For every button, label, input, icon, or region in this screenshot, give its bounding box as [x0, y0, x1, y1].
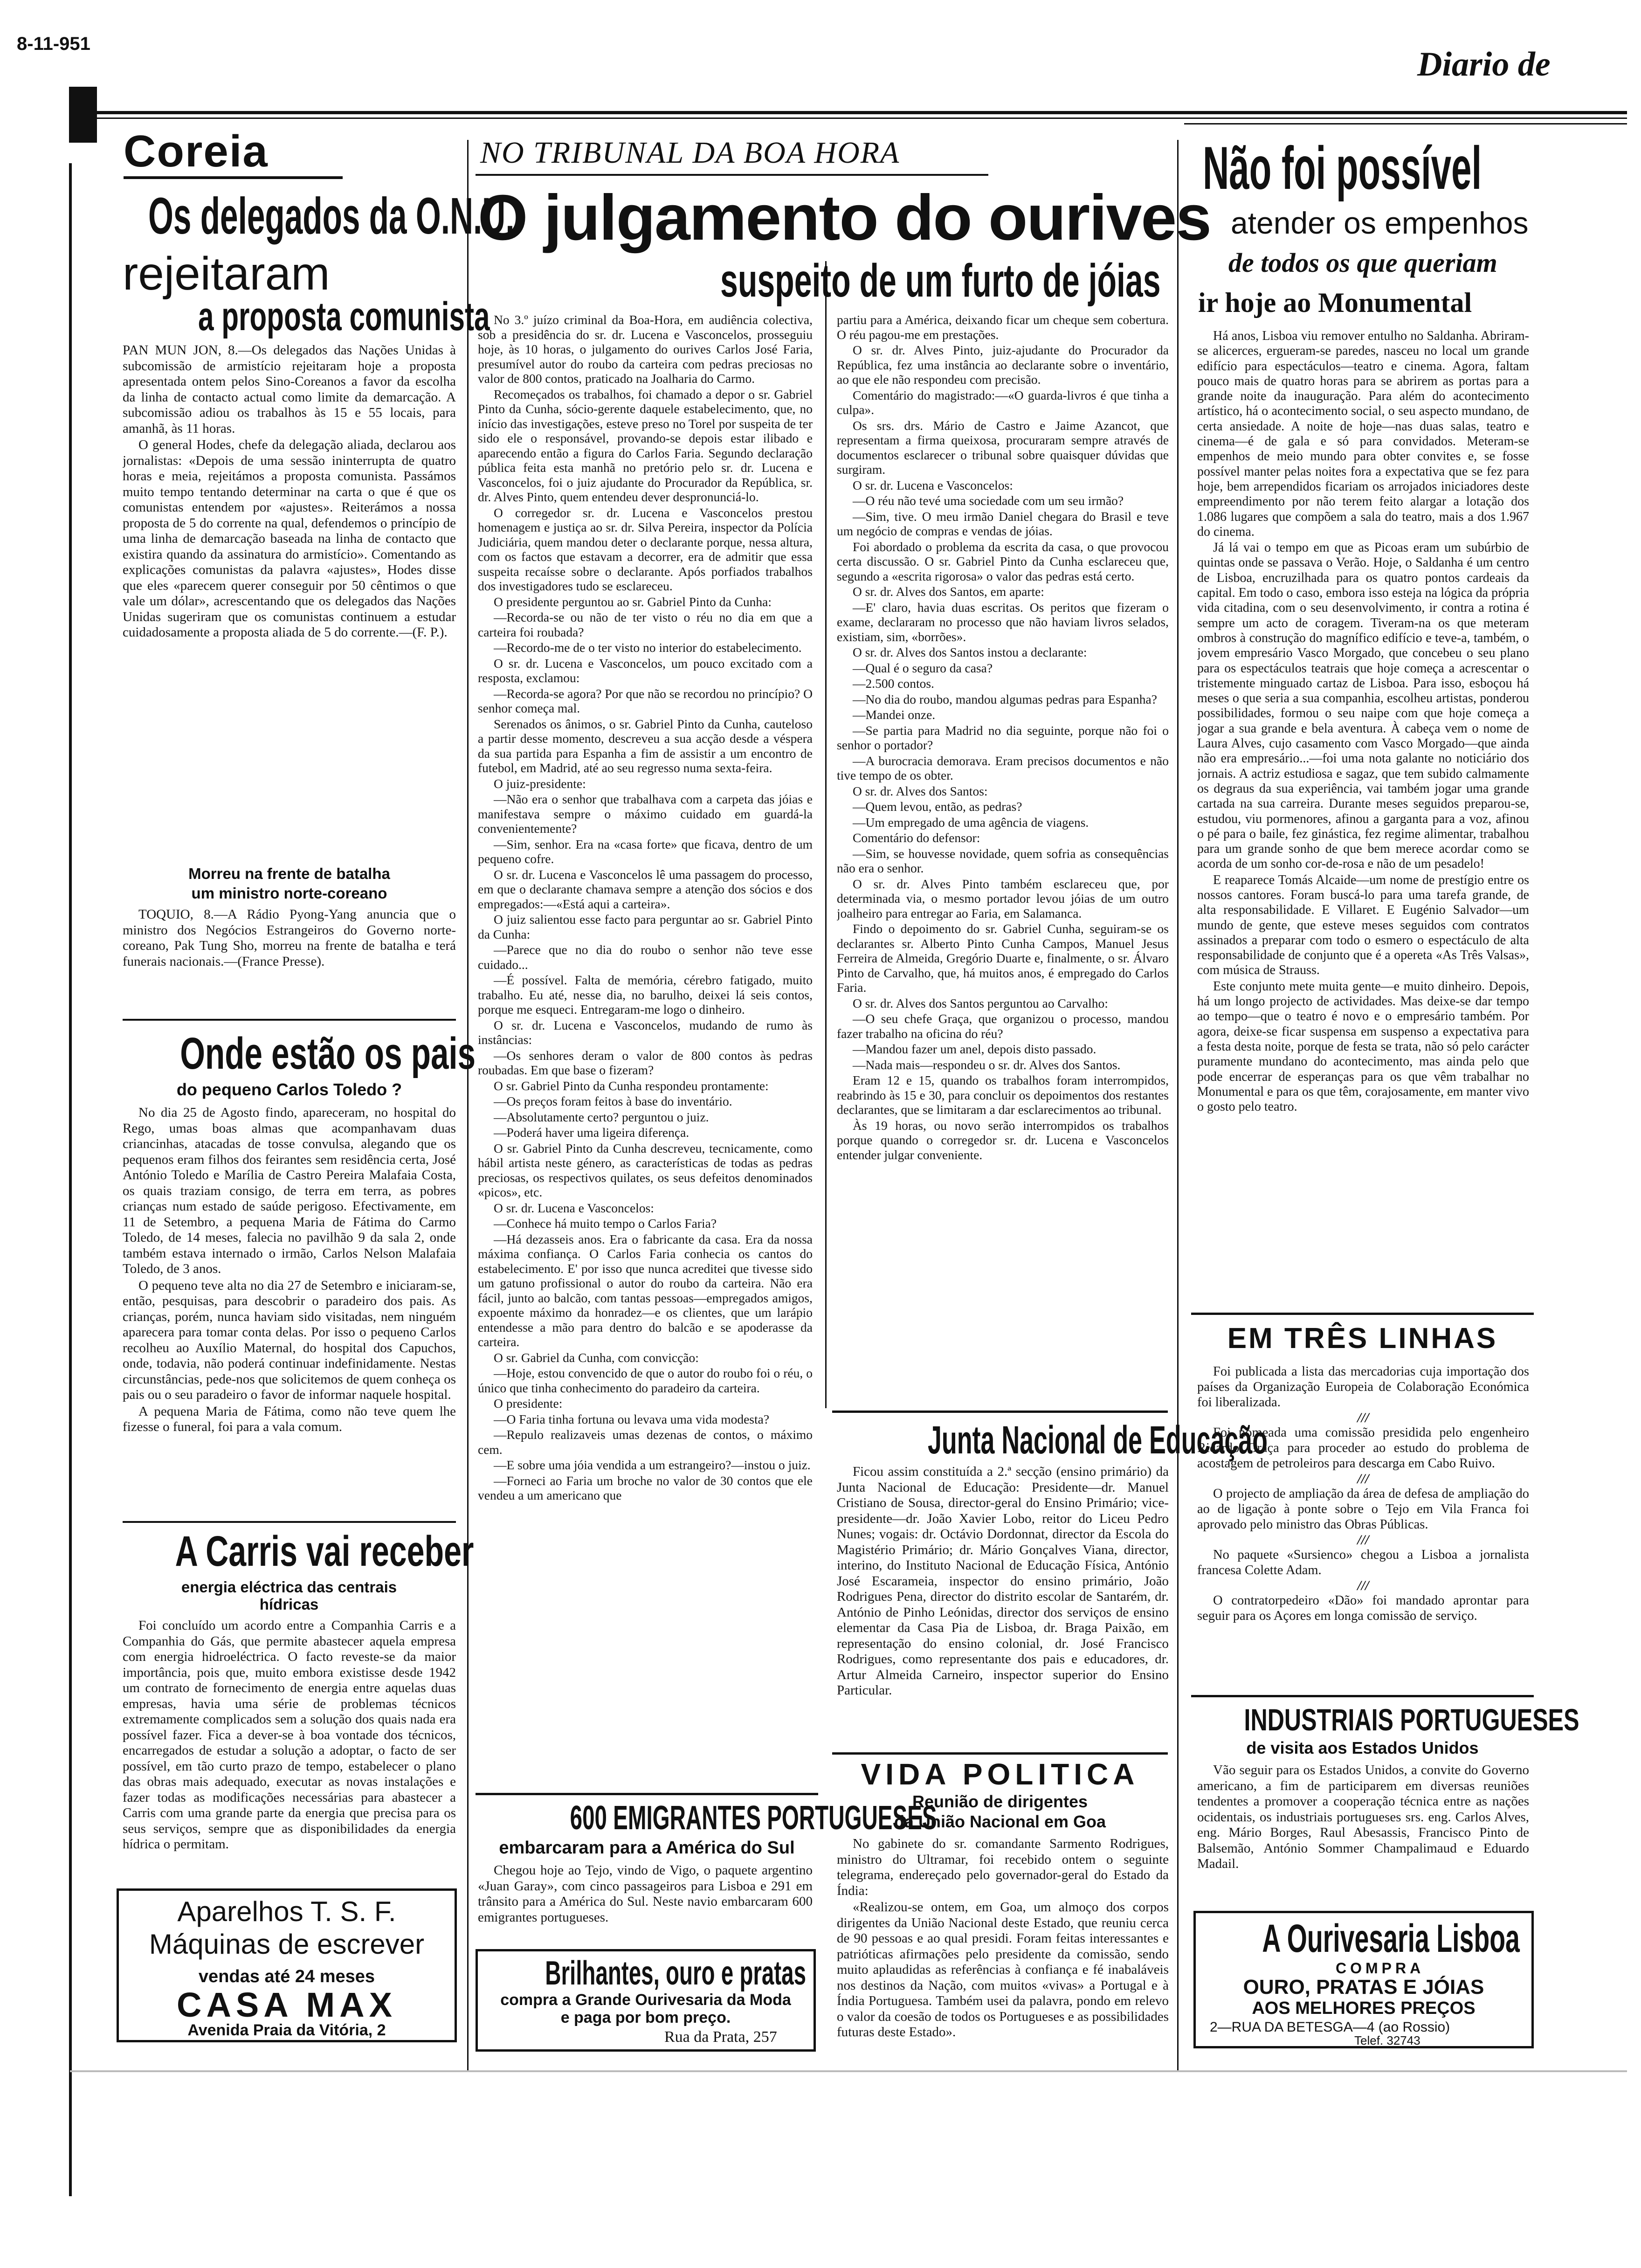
- vida-politica-sub-1: Reunião de dirigentes: [912, 1792, 1088, 1811]
- vida-politica-headline: VIDA POLITICA: [861, 1757, 1139, 1791]
- monumental-paragraph: Este conjunto mete muita gente—e muito dinheiro. Depois, há um longo projecto de actividades. Mas deixe-se dar tempo ao tempo—que o teatro é novo e o empresário também. Por agora, deixe-se ficar suspensa em suspenso a expectativa para a festa desta noite, porque de festa se trata, não só pelo carácter puramente mundano do acontecimento, mas ainda pelo que pode encerrar de esperanças para os que vêm trabalhar no Monumental e para os que têm, corajosamente, em manter vivo o gosto pelo teatro.: [1197, 979, 1529, 1114]
- ourives-subheadline-text: suspeito de um furto de jóias: [720, 255, 1161, 307]
- paper-name: Diario de: [1417, 45, 1551, 83]
- section-divider: [476, 1793, 818, 1795]
- ourives-paragraph: —Forneci ao Faria um broche no valor de 30 contos que ele vendeu a um americano que: [478, 1473, 813, 1502]
- pais-headline-text: Onde estão os pais: [180, 1029, 476, 1079]
- ad-line: vendas até 24 meses: [198, 1967, 375, 1986]
- ourives-paragraph: O presidente:: [494, 1396, 563, 1411]
- item-separator: ///: [1357, 1578, 1369, 1593]
- ad-line: [1196, 1916, 1531, 1961]
- ad-line: COMPRA: [1336, 1960, 1425, 1977]
- ad-line: OURO, PRATAS E JÓIAS: [1243, 1976, 1484, 1998]
- tres-linhas-item: No paquete «Sursienco» chegou a Lisboa a jornalista francesa Colette Adam.: [1197, 1548, 1529, 1577]
- ourives-paragraph: Os srs. drs. Mário de Castro e Jaime Azancot, que representam a firma queixosa, procuraram sempre através de documentos esclarecer o tribunal sobre quaisquer dúvidas que surgiram.: [837, 418, 1169, 477]
- industriais-subheadline: de visita aos Estados Unidos: [1246, 1738, 1479, 1757]
- ourives-paragraph: —O réu não tevé uma sociedade com um seu irmão?: [853, 493, 1124, 508]
- carris-headline-text: A Carris vai receber: [175, 1528, 474, 1575]
- ourives-paragraph: O sr. Gabriel Pinto da Cunha respondeu prontamente:: [494, 1078, 769, 1093]
- ourives-paragraph: partiu para a América, deixando ficar um cheque sem cobertura. O réu pagou-me em prestações.: [837, 312, 1169, 342]
- industriais-headline: [1191, 1702, 1579, 1737]
- junta-headline: [832, 1418, 1268, 1463]
- ourives-paragraph: —2.500 contos.: [853, 676, 934, 691]
- ourives-paragraph: —Qual é o seguro da casa?: [853, 660, 993, 675]
- coreia-subheadline-1: Morreu na frente de batalha: [188, 865, 390, 882]
- ourives-paragraph: Às 19 horas, ou novo serão interrompidos os trabalhos porque quando o corregedor sr. dr. Lucena e Vasconcelos entender julgar conveniente.: [837, 1118, 1169, 1162]
- ourives-paragraph: O presidente perguntou ao sr. Gabriel Pinto da Cunha:: [494, 594, 772, 609]
- emigrantes-subheadline: embarcaram para a América do Sul: [499, 1838, 795, 1858]
- ourives-col-1: [478, 312, 813, 1791]
- section-divider: [832, 1752, 1168, 1755]
- monumental-paragraph: E reaparece Tomás Alcaide—um nome de prestígio entre os nossos cantores. Foram buscá-lo para uma tarefa grande, de alta responsabilidade. E Villaret. E Eugénio Salvador—um mundo de gente, que esteve meses seguidos com contratos assinados a preparar com todo o esmero o espectáculo de alta responsabilidade de conjunto que é a opereta «As Três Valsas», com música de Strauss.: [1197, 872, 1529, 978]
- kicker-underline: [476, 174, 988, 176]
- ourives-paragraph: —No dia do roubo, mandou algumas pedras para Espanha?: [853, 691, 1157, 706]
- section-divider: [1191, 1313, 1534, 1315]
- ourives-col-2: [837, 312, 1169, 1404]
- ourives-headline: O julgamento do ourives: [478, 182, 1211, 254]
- pais-subheadline: do pequeno Carlos Toledo ?: [176, 1080, 402, 1099]
- column-divider: [467, 140, 469, 2070]
- ourives-paragraph: O sr. dr. Lucena e Vasconcelos lê uma passagem do processo, em que o declarante chamava sempre a atenção dos sócios e dos empregados:—«Está aqui a carteira».: [478, 867, 813, 911]
- junta-body: [837, 1464, 1169, 1749]
- ad-line: AOS MELHORES PREÇOS: [1252, 1998, 1476, 2018]
- ourives-paragraph: —Recorda-se ou não de ter visto o réu no dia em que a carteira foi roubada?: [478, 610, 813, 639]
- coreia-subheadline-2: um ministro norte-coreano: [191, 885, 387, 902]
- corner-block: [69, 87, 97, 143]
- ad-line: 2—RUA DA BETESGA—4 (ao Rossio): [1210, 2019, 1450, 2035]
- ad-ourivesaria-lisboa: [1193, 1911, 1534, 2048]
- coreia-paragraph: O general Hodes, chefe da delegação aliada, declarou aos jornalistas: «Depois de uma sessão ininterrupta de quatro horas e meia, rejeitámos a proposta comunista. Passámos muito tempo tentando determinar na carta o que é que os comunistas entendem por «ajustes». Reiterámos a nossa proposta de 5 do corrente na qual, defendemos o princípio de uma linha de demarcação baseada na linha de contacto que existira quando da assinatura do armistício». Comentando as explicações comunistas da palavra «ajustes», Hodes disse que eles «parecem querer conseguir por 50 cêntimos o que vale um dólar», acrescentando que os delegados das Nações Unidas sugeriram que os comunistas continuem a estudar cuidadosamente a proposta aliada de 5 do corrente.—(F. P.).: [123, 437, 456, 640]
- ourives-paragraph: O sr. dr. Alves dos Santos instou a declarante:: [853, 645, 1087, 659]
- ourives-paragraph: O corregedor sr. dr. Lucena e Vasconcelos prestou homenagem e justiça ao sr. dr. Silva Pereira, inspector da Polícia Judiciária, quem mandou deter o declarante porque, nessa altura, com os factos que estavam a decorrer, era de admitir que essa suspeita recaísse sobre o declarante. Após porfiados trabalhos dos investigadores tudo se esclareceu.: [478, 505, 813, 593]
- junta-paragraph: Ficou assim constituída a 2.ª secção (ensino primário) da Junta Nacional de Educação: Presidente—dr. Manuel Cristiano de Sousa, director-geral do Ensino Primário; vice-presidente—dr. João Xavier Lobo, reitor do Liceu Pedro Nunes; vogais: dr. Octávio Dordonnat, director da Escola do Magistério Primário; dr. Mário Gonçalves Viana, director, interino, do Instituto Nacional de Educação Física, António José Escarameia, inspector do ensino primário, João Rodrigues Pena, director do distrito escolar de Santarém, dr. António de Pinho Leónidas, director dos serviços de ensino elementar da Casa Pia de Lisboa, dr. Braga Paixão, em representação do ensino colonial, dr. José Francisco Rodrigues, como representante dos pais e educadores, dr. Artur Almeida Carneiro, inspector superior do Ensino Particular.: [837, 1464, 1169, 1698]
- monumental-headline-text: Não foi possível: [1203, 134, 1482, 202]
- ourives-paragraph: —Há dezasseis anos. Era o fabricante da casa. Era da nossa máxima confiança. O Carlos Faria conhecia os cantos do estabelecimento. E' por isso que nunca acreditei que tivesse sido um gatuno profissional o autor do roubo da carteira. Não era fácil, junto ao balcão, com tantas pessoas—empregados amigos, expoente máximo da honradez—e os clientes, que um larápio entendesse a mão para dentro do balcão e se apoderasse da carteira.: [478, 1231, 813, 1349]
- ad-brilhantes: [476, 1949, 816, 2052]
- column-divider: [825, 261, 827, 1408]
- ourives-paragraph: —O Faria tinha fortuna ou levava uma vida modesta?: [494, 1411, 770, 1426]
- monumental-sub-1: atender os empenhos: [1231, 206, 1529, 240]
- coreia-body: [123, 343, 456, 842]
- ad-line: Avenida Praia da Vitória, 2: [187, 2021, 386, 2039]
- ourives-paragraph: —Nada mais—respondeu o sr. dr. Alves dos Santos.: [853, 1057, 1121, 1072]
- tres-linhas-item: Foi publicada a lista das mercadorias cuja importação dos países da Organização Europeia de Colaboração Económica foi liberalizada.: [1197, 1364, 1529, 1410]
- ourives-paragraph: —É possível. Falta de memória, cérebro fatigado, muito trabalho. Eu até, nesse dia, no barulho, deixei lá seis contos, porque me esqueci. Entregaram-me logo o dinheiro.: [478, 973, 813, 1016]
- ourives-paragraph: O juiz-presidente:: [494, 776, 586, 791]
- section-divider: [832, 1411, 1168, 1413]
- ourives-paragraph: —Hoje, estou convencido de que o autor do roubo foi o réu, o único que tinha conhecimento do paradeiro da carteira.: [478, 1366, 813, 1395]
- ourives-paragraph: —O seu chefe Graça, que organizou o processo, mandou fazer trabalho na oficina do réu?: [837, 1011, 1169, 1041]
- ourives-paragraph: Foi abordado o problema da escrita da casa, o que provocou certa discussão. O sr. Gabriel Pinto da Cunha esclareceu que, segundo a «escrita rigorosa» o valor das pedras está certo.: [837, 539, 1169, 583]
- ourives-paragraph: —Mandou fazer um anel, depois disto passado.: [853, 1042, 1096, 1056]
- page-bottom-rule: [70, 2070, 1627, 2072]
- monumental-sub-2: de todos os que queriam: [1228, 248, 1497, 278]
- monumental-body: [1197, 329, 1529, 1303]
- coreia-paragraph: TOQUIO, 8.—A Rádio Pyong-Yang anuncia que o ministro dos Negócios Estrangeiros do Governo norte-coreano, Pak Tung Sho, morreu na frente de batalha e terá funerais nacionais.—(France Presse).: [123, 907, 456, 969]
- ourives-paragraph: —Os senhores deram o valor de 800 contos às pedras roubadas. Em que base o fizeram?: [478, 1048, 813, 1077]
- ourives-paragraph: O sr. Gabriel da Cunha, com convicção:: [494, 1350, 699, 1365]
- ourives-paragraph: —Sim, se houvesse novidade, quem sofria as consequências não era o senhor.: [837, 846, 1169, 875]
- ourives-paragraph: —Quem levou, então, as pedras?: [853, 799, 1022, 814]
- emigrantes-paragraph: Chegou hoje ao Tejo, vindo de Vigo, o paquete argentino «Juan Garay», com cinco passageiros para Lisboa e 291 em trânsito para a América do Sul. Neste navio embarcaram 600 emigrantes portugueses.: [478, 1863, 813, 1925]
- column-divider: [1177, 140, 1179, 2070]
- monumental-paragraph: Já lá vai o tempo em que as Picoas eram um subúrbio de quintas onde se passava o Verão. Hoje, o Saldanha é um centro de Lisboa, encruzilhada para os quatro pontos cardeais da capital. Em todo o caso, embora isso esteja na lógica da própria vida citadina, com o seu desenvolvimento, ir contra a rotina é sempre um acto de coragem. Tiveram-na os que meteram ombros à construção do magnífico edifício e teve-a, também, o jovem empresário Vasco Morgado, que concebeu o seu plano para os espectáculos teatrais que hoje começa a acrescentar o tristemente minguado cartaz de Lisboa. Para isso, esboçou há meses o que seria a sua companhia, escolheu artistas, ponderou possibilidades, formou o seu naipe com que hoje começa a jogar a sua grande e bela aventura. À cabeça vem o nome de Laura Alves, cujo casamento com Vasco Morgado—que ainda não era empresário...—foi uma nota galante no noticiário dos jornais. A actriz estudiosa e sagaz, que tem subido calmamente os degraus da sua experiência, vai também jogar uma grande cartada na sua carreira. Durante meses seguidos preparou-se, estudou, viu pormenores, afinou a garganta para a voz, afinou o pé para o baile, fez ginástica, fez regime alimentar, trabalhou para um grande sonho de que bem merece acordar como se acorda de um sonho cor-de-rosa e não de um pesadelo!: [1197, 540, 1529, 871]
- ourives-paragraph: —Não era o senhor que trabalhava com a carpeta das jóias e manifestava sempre o máximo cuidado em guardá-la convenientemente?: [478, 792, 813, 836]
- ourives-paragraph: Findo o depoimento do sr. Gabriel Cunha, seguiram-se os declarantes sr. Alberto Pinto Cunha Campos, Manuel Jesus Ferreira de Almeida, Gregório Duarte e, finalmente, o sr. Álvaro Pinto de Carvalho, que, há muitos anos, é empregado do Carlos Faria.: [837, 921, 1169, 995]
- carris-paragraph: Foi concluído um acordo entre a Companhia Carris e a Companhia do Gás, que permite abastecer aquela empresa com energia hidroeléctrica. O facto reveste-se da maior importância, pois que, muito embora existisse desde 1942 um contrato de fornecimento de energia entre aquelas duas empresas, havia uma série de problemas técnicos extremamente complicados sem a solução dos quais nada era possível fazer. Fica a dever-se à boa vontade dos técnicos, encarregados de estudar a solução a adoptar, o facto de ser possível, em tão curto prazo de tempo, estabelecer o plano das obras mais adequado, executar as novas instalações e fazer todas as modificações necessárias para abastecer a Carris com uma grande parte da energia que precisa para os seus serviços, sempre que as disponibilidades da energia hídrica o permitam.: [123, 1618, 456, 1852]
- pais-paragraph: No dia 25 de Agosto findo, apareceram, no hospital do Rego, umas boas almas que acompanhavam duas criancinhas, atacadas de tosse convulsa, alegando que os pequenos eram filhos dos feirantes sem residência certa, José António Toledo e Marília de Castro Pereira Malafaia Costa, os quais traziam consigo, de terra em terra, as pobres crianças num estado de saúde perigoso. Efectivamente, em 11 de Setembro, a pequena Maria de Fátima do Carmo Toledo, de 14 meses, falecia no pavilhão 9 da sala 2, onde também estava internado o irmão, Carlos Nelson Malafaia Toledo, de 3 anos.: [123, 1105, 456, 1276]
- ourives-paragraph: O sr. dr. Lucena e Vasconcelos:: [853, 477, 1013, 492]
- ad-line: Máquinas de escrever: [149, 1929, 425, 1960]
- ourives-paragraph: No 3.º juízo criminal da Boa-Hora, em audiência colectiva, sob a presidência do sr. dr. Lucena e Vasconcelos, prosseguiu hoje, às 10 horas, o julgamento do ourives Carlos José Faria, presumível autor do roubo da carteira com pedras preciosas no valor de 800 contos, praticado na Joalharia do Carmo.: [478, 312, 813, 386]
- tres-linhas-item: O projecto de ampliação da área de defesa de ampliação do ao de ligação à ponte sobre o Tejo em Vila Franca foi aprovado pelo ministro das Obras Públicas.: [1197, 1487, 1529, 1532]
- coreia-paragraph: PAN MUN JON, 8.—Os delegados das Nações Unidas à subcomissão de armistício rejeitaram hoje a proposta apresentada ontem pelos Sino-Coreanos a favor da escolha da linha de contacto actual como limite da demarcação. A subcomissão adiou os trabalhos às 15 e 55 locais, para amanhã, às 11 horas.: [123, 343, 456, 436]
- item-separator: ///: [1357, 1410, 1369, 1425]
- emigrantes-headline-text: 600 EMIGRANTES PORTUGUESES: [570, 1799, 937, 1837]
- ourives-paragraph: O sr. dr. Alves dos Santos:: [853, 783, 988, 798]
- ourives-paragraph: —E sobre uma jóia vendida a um estrangeiro?—instou o juiz.: [494, 1458, 811, 1472]
- ourives-paragraph: —Sim, senhor. Era na «casa forte» que ficava, dentro de um pequeno cofre.: [478, 837, 813, 866]
- ourives-paragraph: Eram 12 e 15, quando os trabalhos foram interrompidos, reabrindo às 15 e 30, para concluir os depoimentos dos restantes declarantes, que se limitaram a dar esclarecimentos ao tribunal.: [837, 1073, 1169, 1117]
- ourives-paragraph: —Conhece há muito tempo o Carlos Faria?: [494, 1216, 717, 1231]
- carris-subheadline: energia eléctrica das centrais hídricas: [181, 1578, 397, 1613]
- kicker-underline: [124, 176, 343, 179]
- ourives-paragraph: Comentário do defensor:: [853, 830, 980, 845]
- coreia-kicker: Coreia: [124, 126, 269, 176]
- ourives-paragraph: —Recorda-se agora? Por que não se recordou no princípio? O senhor começa mal.: [478, 686, 813, 715]
- item-separator: ///: [1357, 1471, 1369, 1487]
- ourives-paragraph: —Absolutamente certo? perguntou o juiz.: [494, 1109, 709, 1124]
- masthead-rule-thin-2: [1184, 123, 1627, 124]
- monumental-headline: [1203, 133, 1641, 203]
- ourives-paragraph: Comentário do magistrado:—«O guarda-livros é que tinha a culpa».: [837, 387, 1169, 417]
- emigrantes-headline: [476, 1799, 937, 1837]
- masthead-rule-thin: [70, 118, 1627, 119]
- industriais-paragraph: Vão seguir para os Estados Unidos, a convite do Governo americano, a fim de participarem em diversas reuniões tendentes a promover a cooperação técnica entre as nações ocidentais, os industriais portugueses srs. eng. Carlos Alves, eng. Mário Borges, Raul Abesassis, Francisco Pinto de Balsemão, António Sommer Champalimaud e Eduardo Madail.: [1197, 1763, 1529, 1871]
- vida-politica-sub-2: da União Nacional em Goa: [894, 1812, 1106, 1831]
- coreia-body-2: [123, 907, 456, 1014]
- ourives-paragraph: O sr. dr. Alves dos Santos, em aparte:: [853, 584, 1044, 599]
- ad-line: compra a Grande Ourivesaria da Moda e paga por bom preço.: [500, 1991, 791, 2026]
- carris-headline: [123, 1527, 474, 1576]
- masthead-rule: [70, 111, 1627, 114]
- ourives-paragraph: O sr. dr. Lucena e Vasconcelos:: [494, 1200, 654, 1215]
- vida-politica-paragraph: «Realizou-se ontem, em Goa, um almoço dos corpos dirigentes da União Nacional deste Estado, que reuniu cerca de 90 pessoas e ao qual presidi. Foram feitas interessantes e patrióticas afirmações pelo presidente da comissão, sendo muito aplaudidas as referências à confiança e fé inabaláveis nos destinos da Nação, com muitos «vivas» a Portugal e à Índia Portuguesa. Também usei da palavra, pondo em relevo o valor da coesão de todos os Portugueses e as possibilidades futuras deste Estado».: [837, 1900, 1169, 2040]
- coreia-headline-2: rejeitaram: [123, 248, 330, 300]
- tres-linhas-headline: EM TRÊS LINHAS: [1227, 1322, 1498, 1355]
- ourives-paragraph: —E' claro, havia duas escritas. Os peritos que fizeram o exame, declararam no processo que não haviam livros selados, existiam, sim, «borrões».: [837, 600, 1169, 644]
- ourives-paragraph: O sr. Gabriel Pinto da Cunha descreveu, tecnicamente, como hábil artista neste género, as características de todas as pedras preciosas, os respectivos quilates, os seus defeitos denominados «picos», etc.: [478, 1141, 813, 1199]
- industriais-headline-text: INDUSTRIAIS PORTUGUESES: [1244, 1702, 1579, 1737]
- coreia-headline-1: Os delegados da O.N.U.: [148, 187, 515, 245]
- item-separator: ///: [1357, 1532, 1369, 1548]
- tres-linhas-list: [1197, 1364, 1529, 1690]
- ourives-paragraph: O sr. dr. Alves Pinto, juiz-ajudante do Procurador da República, fez uma instância ao declarante sobre o inventário, ao que ele não respondeu com precisão.: [837, 343, 1169, 387]
- ourives-paragraph: O sr. dr. Alves Pinto também esclareceu que, por determinada via, o mesmo portador levou jóias de um outro joalheiro para entregar ao Faria, em Salamanca.: [837, 876, 1169, 920]
- ad-line: CASA MAX: [177, 1985, 397, 2024]
- pais-headline: [123, 1028, 476, 1079]
- ourives-paragraph: Serenados os ânimos, o sr. Gabriel Pinto da Cunha, cauteloso a partir desse momento, descreveu a sua acção desde a véspera da sua partida para Espanha a fim de assistir a um encontro de futebol, em Madrid, até ao seu regresso numa sexta-feira.: [478, 716, 813, 775]
- section-divider: [123, 1019, 456, 1021]
- monumental-paragraph: Há anos, Lisboa viu remover entulho no Saldanha. Abriram-se alicerces, ergueram-se paredes, nasceu no local um grande edifício para espectáculos—teatro e cinema. Agora, faltam pouco mais de quatro horas para se abrirem as portas para a grande noite da inauguração. Para além do acontecimento artístico, há o acontecimento social, o seu aspecto mundano, de certa ansiedade. A noite de hoje—nas duas salas, teatro e cinema—é de gala e só para convidados. Meteram-se empenhos de meio mundo para obter convites e, se fosse possível manter pelas noites fora a expectativa que se fez para hoje, bem arrependidos ficariam os arrojados iniciadores deste empreendimento por não terem feito alargar a lotação dos 1.086 lugares que compõem a sala do teatro, mais a dos 1.967 do cinema.: [1197, 329, 1529, 539]
- ourives-paragraph: O sr. dr. Alves dos Santos perguntou ao Carvalho:: [853, 996, 1108, 1010]
- monumental-sub-3: ir hoje ao Monumental: [1198, 287, 1472, 318]
- ourives-kicker: NO TRIBUNAL DA BOA HORA: [480, 136, 900, 170]
- ourives-paragraph: —A burocracia demorava. Eram precisos documentos e não tive tempo de os obter.: [837, 753, 1169, 782]
- ourives-paragraph: —Recordo-me de o ter visto no interior do estabelecimento.: [494, 640, 802, 655]
- vida-politica-paragraph: No gabinete do sr. comandante Sarmento Rodrigues, ministro do Ultramar, foi recebido ontem o seguinte telegrama, endereçado pelo governador-geral do Estado da Índia:: [837, 1836, 1169, 1898]
- ourives-paragraph: O sr. dr. Lucena e Vasconcelos, um pouco excitado com a resposta, exclamou:: [478, 656, 813, 685]
- pais-paragraph: O pequeno teve alta no dia 27 de Setembro e iniciaram-se, então, pesquisas, para descobrir o paradeiro dos pais. As crianças, porém, nunca haviam sido visitadas, nem ninguém aparecera para tomar conta delas. Por isso o pequeno Carlos recolheu ao Auxílio Maternal, do hospital dos Capuchos, onde, todavia, não poderá continuar indefinidamente. Nestas circunstâncias, pede-nos que solicitemos de quem conheça os pais ou o seu paradeiro o favor de informar naquele hospital.: [123, 1278, 456, 1402]
- ad-line: Aparelhos T. S. F.: [177, 1896, 396, 1927]
- ourives-paragraph: —Um empregado de uma agência de viagens.: [853, 815, 1089, 830]
- vida-politica-body: [837, 1836, 1169, 2046]
- ad-line-text: A Ourivesaria Lisboa: [1262, 1916, 1520, 1960]
- pais-body: [123, 1105, 456, 1520]
- ad-line-text: Brilhantes, ouro e pratas: [545, 1955, 807, 1992]
- issue-date: 8-11-951: [17, 34, 90, 54]
- ourives-paragraph: —Os preços foram feitos à base do inventário.: [494, 1094, 732, 1108]
- industriais-body: [1197, 1763, 1529, 1902]
- ad-line: Rua da Prata, 257: [664, 2028, 777, 2046]
- ourives-paragraph: —Repulo realizaveis umas dezenas de contos, o máximo cem.: [478, 1427, 813, 1457]
- ourives-paragraph: —Se partia para Madrid no dia seguinte, porque não foi o senhor o portador?: [837, 723, 1169, 752]
- section-divider: [123, 1521, 456, 1523]
- ad-line: [478, 1954, 814, 1992]
- ourives-paragraph: —Mandei onze.: [853, 707, 936, 722]
- coreia-headline-3: a proposta comunista: [198, 294, 490, 339]
- ourives-paragraph: —Parece que no dia do roubo o senhor não teve esse cuidado...: [478, 942, 813, 972]
- tres-linhas-item: Foi nomeada uma comissão presidida pelo engenheiro Ricardo Graça para proceder ao estudo do problema de acostagem de petroleiros para descarga em Cabo Ruivo.: [1197, 1425, 1529, 1471]
- section-divider: [1191, 1695, 1534, 1697]
- tres-linhas-item: O contratorpedeiro «Dão» foi mandado aprontar para seguir para os Açores em longa comissão de serviço.: [1197, 1593, 1529, 1623]
- ourives-paragraph: —Poderá haver uma ligeira diferença.: [494, 1125, 689, 1140]
- emigrantes-body: [478, 1863, 813, 1942]
- pais-paragraph: A pequena Maria de Fátima, como não teve quem lhe fizesse o funeral, foi para a vala comum.: [123, 1404, 456, 1434]
- ad-line: Telef. 32743: [1354, 2033, 1420, 2047]
- ad-casa-max: [117, 1888, 457, 2042]
- ourives-paragraph: Recomeçados os trabalhos, foi chamado a depor o sr. Gabriel Pinto da Cunha, sócio-gerente daquele estabelecimento, que, no início das investigações, esteve preso no Torel por suspeita de ter sido ele o responsável, provando-se depois estar ilibado e aparecendo então a figura do Carlos Faria. Segundo declaração pública feita esta manhã no pretório pelo sr. dr. Lucena e Vasconcelos, foi o juiz ajudante do Procurador da República, sr. dr. Alves Pinto, quem entendeu dever despronunciá-lo.: [478, 387, 813, 504]
- junta-headline-text: Junta Nacional de Educação: [928, 1418, 1268, 1462]
- ourives-paragraph: O sr. dr. Lucena e Vasconcelos, mudando de rumo às instâncias:: [478, 1017, 813, 1047]
- left-margin-bar: [69, 163, 72, 2196]
- ourives-paragraph: —Sim, tive. O meu irmão Daniel chegara do Brasil e teve um negócio de compras e vendas de jóias.: [837, 509, 1169, 538]
- carris-body: [123, 1618, 456, 1879]
- ourives-paragraph: O juiz salientou esse facto para perguntar ao sr. Gabriel Pinto da Cunha:: [478, 912, 813, 941]
